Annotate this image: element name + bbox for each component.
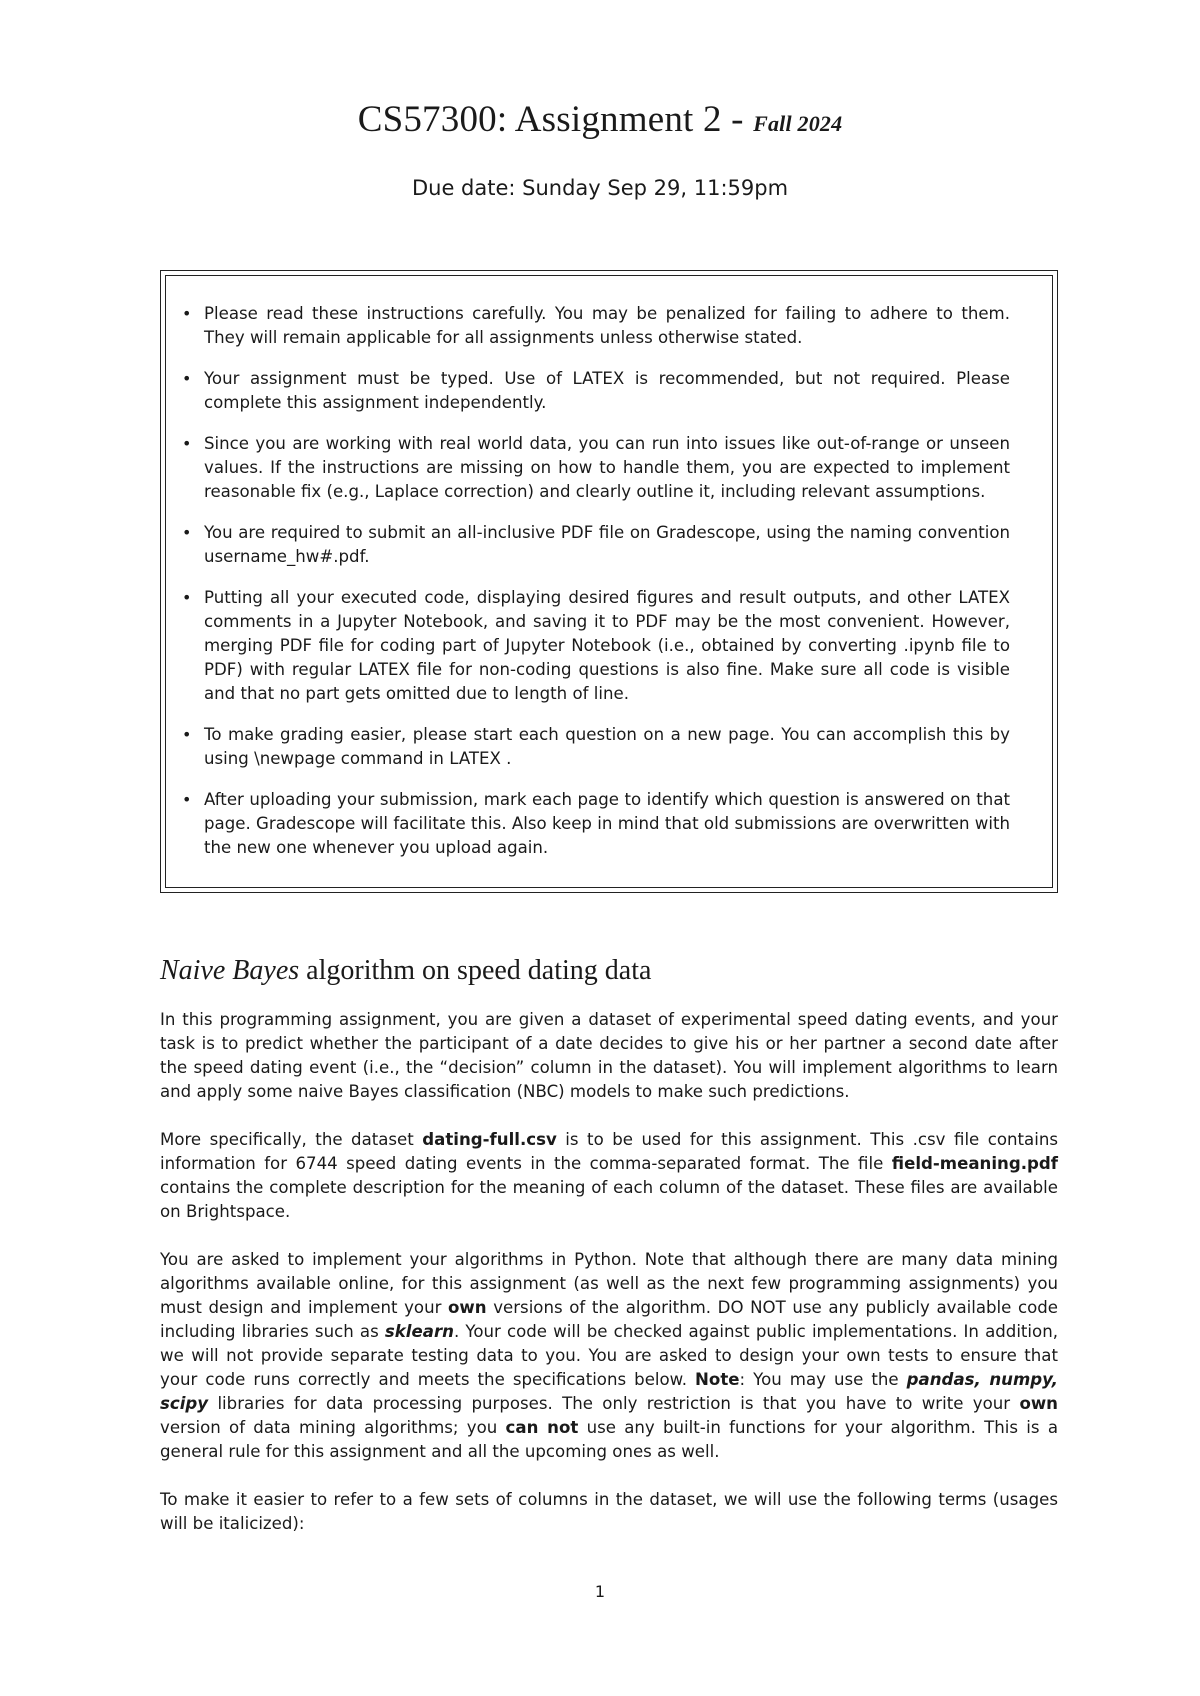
bullet-icon: •	[182, 588, 192, 607]
note-label: Note	[695, 1370, 740, 1389]
field-meaning-filename: field-meaning.pdf	[891, 1154, 1058, 1173]
instruction-item: • You are required to submit an all-inclusive PDF file on Gradescope, using the naming convention username_hw#.pdf.	[182, 523, 1010, 566]
section-title-italic: Naive Bayes	[160, 955, 300, 986]
due-date: Due date: Sunday Sep 29, 11:59pm	[411, 176, 789, 200]
instruction-item: • Since you are working with real world data, you can run into issues like out-of-range or unseen values. If the instructions are missing on how to handle them, you are expected to implement reasonable fix (e.g., Laplace correction) and clearly outline it, including relevant assumptions.	[182, 434, 1010, 501]
instruction-item: • Please read these instructions carefully. You may be penalized for failing to adhere to them. They will remain applicable for all assignments unless otherwise stated.	[182, 304, 1010, 347]
libraries-label: pandas, numpy, scipy	[160, 1370, 1058, 1413]
bullet-icon: •	[182, 523, 192, 542]
paragraph-dataset: More specifically, the dataset dating-full.csv is to be used for this assignment. This .csv file contains information for 6744 speed dating events in the comma-separated format. The file field-meaning.pdf contains the complete description for the meaning of each column of the dataset. These files are available on Brightspace.	[160, 1130, 1058, 1221]
section-heading	[160, 955, 651, 987]
bullet-icon: •	[182, 304, 192, 323]
sklearn-label: sklearn	[384, 1322, 454, 1341]
instruction-item: • Putting all your executed code, displaying desired figures and result outputs, and other LATEX comments in a Jupyter Notebook, and saving it to PDF may be the most convenient. However, merging PDF file for coding part of Jupyter Notebook (i.e., obtained by converting .ipynb file to PDF) with regular LATEX file for non-coding questions is also fine. Make sure all code is visible and that no part gets omitted due to length of line.	[182, 588, 1010, 703]
term-label: Fall 2024	[753, 111, 843, 136]
bullet-icon: •	[182, 725, 192, 744]
page-title	[0, 98, 1200, 141]
section-title-rest: algorithm on speed dating data	[299, 955, 652, 986]
instruction-item: • To make grading easier, please start each question on a new page. You can accomplish this by using \newpage command in LATEX .	[182, 725, 1010, 768]
dataset-filename: dating-full.csv	[422, 1130, 557, 1149]
bullet-icon: •	[182, 790, 192, 809]
instructions-list	[182, 302, 1010, 877]
body-text	[160, 1008, 1058, 1560]
instruction-item: • Your assignment must be typed. Use of LATEX is recommended, but not required. Please complete this assignment independently.	[182, 369, 1010, 412]
instructions-box-inner	[165, 275, 1053, 888]
paragraph-intro: In this programming assignment, you are given a dataset of experimental speed dating events, and your task is to predict whether the participant of a date decides to give his or her partner a second date after the speed dating event (i.e., the “decision” column in the dataset). You will implement algorithms to learn and apply some naive Bayes classification (NBC) models to make such predictions.	[160, 1010, 1058, 1101]
instruction-item: • After uploading your submission, mark each page to identify which question is answered on that page. Gradescope will facilitate this. Also keep in mind that old submissions are overwritten with the new one whenever you upload again.	[182, 790, 1010, 857]
page-number: 1	[594, 1582, 606, 1601]
paragraph-terms: To make it easier to refer to a few sets of columns in the dataset, we will use the following terms (usages will be italicized):	[160, 1490, 1058, 1533]
paragraph-rules: You are asked to implement your algorithms in Python. Note that although there are many data mining algorithms available online, for this assignment (as well as the next few programming assignments) you must design and implement your own versions of the algorithm. DO NOT use any publicly available code including libraries such as sklearn. Your code will be checked against public implementations. In addition, we will not provide separate testing data to you. You are asked to design your own tests to ensure that your code runs correctly and meets the specifications below. Note: You may use the pandas, numpy, scipy libraries for data processing purposes. The only restriction is that you have to write your own version of data mining algorithms; you can not use any built-in functions for your algorithm. This is a general rule for this assignment and all the upcoming ones as well.	[160, 1250, 1058, 1461]
title-text: CS57300: Assignment 2 -	[357, 99, 744, 140]
bullet-icon: •	[182, 369, 192, 388]
instructions-box	[160, 270, 1058, 893]
bullet-icon: •	[182, 434, 192, 453]
